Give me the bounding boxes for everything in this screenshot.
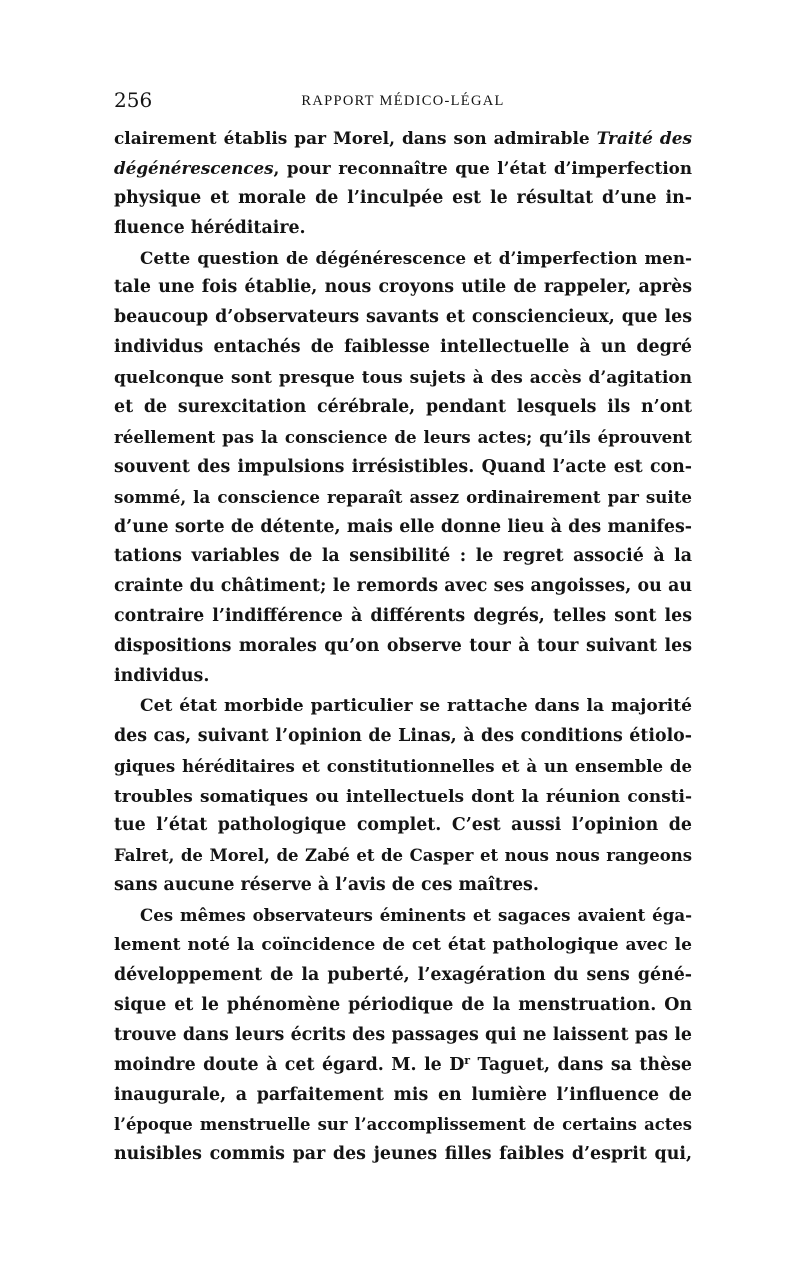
text-segment: quelconque sont presque tous sujets à des accès d’agitation bbox=[114, 367, 692, 388]
text-segment: crainte du châtiment; le remords avec ses angoisses, ou au bbox=[114, 576, 692, 597]
text-segment: inaugurale, a parfaitement mis en lumière l’influence de bbox=[114, 1084, 692, 1105]
text-segment: tale une fois établie, nous croyons utile de rappeler, après bbox=[114, 277, 692, 298]
text-segment: des cas, suivant l’opinion de Linas, à des conditions étiolo- bbox=[114, 725, 692, 746]
text-line bbox=[114, 303, 692, 333]
italic-text: Traité des bbox=[596, 128, 692, 148]
body-text bbox=[114, 124, 692, 1170]
superscript: r bbox=[464, 1053, 471, 1067]
text-line bbox=[114, 483, 692, 513]
text-segment: dispositions morales qu’on observe tour à tour suivant les bbox=[114, 636, 692, 657]
text-line bbox=[114, 782, 692, 812]
text-line bbox=[114, 662, 692, 692]
text-segment: individus entachés de faiblesse intellectuelle à un degré bbox=[114, 337, 692, 358]
text-line bbox=[114, 1051, 692, 1081]
text-segment: troubles somatiques ou intellectuels dont la réunion consti- bbox=[114, 785, 692, 806]
text-segment: tue l’état pathologique complet. C’est aussi l’opinion de bbox=[114, 815, 692, 836]
text-line bbox=[114, 244, 692, 274]
text-line bbox=[114, 901, 692, 931]
text-segment: sique et le phénomène périodique de la menstruation. On bbox=[114, 994, 692, 1015]
text-segment: beaucoup d’observateurs savants et consciencieux, que les bbox=[114, 307, 692, 328]
text-line bbox=[114, 363, 692, 393]
page-number: 256 bbox=[114, 88, 153, 112]
text-segment: trouve dans leurs écrits des passages qui ne laissent pas le bbox=[114, 1024, 692, 1045]
text-segment: l’époque menstruelle sur l’accomplissement de certains actes bbox=[114, 1115, 692, 1135]
text-line bbox=[114, 1021, 692, 1051]
text-line bbox=[114, 931, 692, 961]
text-segment: développement de la puberté, l’exagération du sens géné- bbox=[114, 964, 692, 985]
text-line bbox=[114, 124, 692, 154]
text-line bbox=[114, 214, 692, 244]
text-segment: nuisibles commis par des jeunes filles faibles d’esprit qui, bbox=[114, 1144, 692, 1165]
text-line bbox=[114, 811, 692, 841]
text-line bbox=[114, 423, 692, 453]
text-line bbox=[114, 273, 692, 303]
text-line bbox=[114, 841, 692, 871]
text-segment: tations variables de la sensibilité : le regret associé à la bbox=[114, 546, 692, 567]
text-segment: clairement établis par Morel, dans son admirable bbox=[114, 128, 597, 148]
text-segment: sans aucune réserve à l’avis de ces maîtres. bbox=[114, 875, 539, 896]
text-line bbox=[114, 1110, 692, 1140]
text-segment: contraire l’indifférence à différents degrés, telles sont les bbox=[114, 606, 692, 627]
text-line bbox=[114, 393, 692, 423]
text-line bbox=[114, 602, 692, 632]
text-segment: Ces mêmes observateurs éminents et sagaces avaient éga- bbox=[140, 905, 692, 926]
text-line bbox=[114, 722, 692, 752]
text-segment: Taguet, dans sa thèse bbox=[470, 1054, 692, 1075]
text-line bbox=[114, 572, 692, 602]
text-segment: individus. bbox=[114, 666, 210, 687]
text-segment: sommé, la conscience reparaît assez ordinairement par suite bbox=[114, 486, 692, 507]
text-line bbox=[114, 692, 692, 722]
running-title: RAPPORT MÉDICO-LÉGAL bbox=[301, 93, 505, 109]
text-line bbox=[114, 1140, 692, 1170]
text-line bbox=[114, 542, 692, 572]
text-line bbox=[114, 1081, 692, 1111]
text-segment: giques héréditaires et constitutionnelles et à un ensemble de bbox=[114, 755, 692, 776]
text-line bbox=[114, 871, 692, 901]
text-line bbox=[114, 632, 692, 662]
page-header bbox=[114, 88, 692, 112]
text-line bbox=[114, 184, 692, 214]
text-segment: Falret, de Morel, de Zabé et de Casper et nous nous rangeons bbox=[114, 845, 692, 866]
text-line bbox=[114, 991, 692, 1021]
text-line bbox=[114, 453, 692, 483]
text-line bbox=[114, 154, 692, 184]
text-segment: et de surexcitation cérébrale, pendant lesquels ils n’ont bbox=[114, 397, 692, 418]
text-segment: Cet état morbide particulier se rattache dans la majorité bbox=[140, 695, 692, 716]
text-segment: moindre doute à cet égard. M. le D bbox=[114, 1054, 465, 1075]
text-line bbox=[114, 333, 692, 363]
text-segment: Cette question de dégénérescence et d’imperfection men- bbox=[140, 247, 692, 268]
text-segment: souvent des impulsions irrésistibles. Quand l’acte est con- bbox=[114, 456, 692, 477]
text-segment: , pour reconnaître que l’état d’imperfection bbox=[273, 157, 692, 178]
text-segment: d’une sorte de détente, mais elle donne lieu à des manifes- bbox=[114, 516, 692, 537]
text-line bbox=[114, 513, 692, 543]
text-segment: lement noté la coïncidence de cet état pathologique avec le bbox=[114, 935, 692, 956]
italic-text: dégénérescences bbox=[114, 157, 274, 178]
text-segment: physique et morale de l’inculpée est le résultat d’une in- bbox=[114, 187, 692, 208]
text-line bbox=[114, 961, 692, 991]
text-segment: réellement pas la conscience de leurs actes; qu’ils éprouvent bbox=[114, 426, 692, 447]
text-line bbox=[114, 752, 692, 782]
text-segment: fluence héréditaire. bbox=[114, 217, 306, 238]
